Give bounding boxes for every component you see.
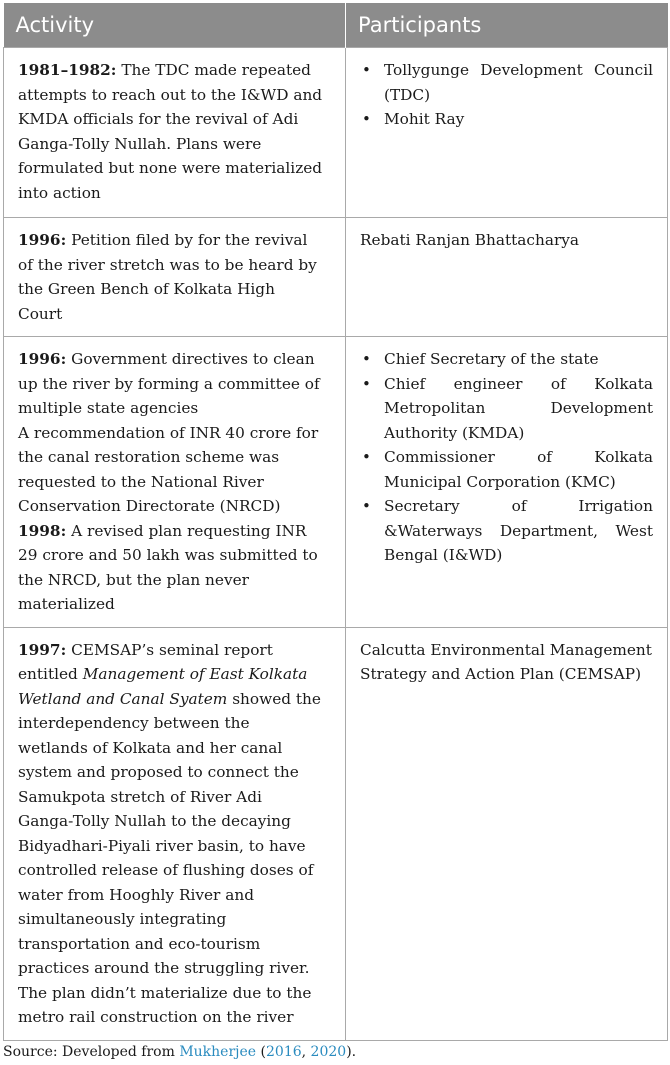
activity-year: 1996:	[18, 350, 67, 368]
table-row	[4, 337, 668, 628]
activity-paragraph	[18, 519, 325, 617]
table-row	[4, 627, 668, 1040]
bullet-icon: •	[362, 448, 371, 466]
header-participants: Participants	[346, 3, 668, 48]
activity-year: 1996:	[18, 231, 67, 249]
activity-text: CEMSAP’s seminal report entitled	[18, 640, 273, 683]
list-item: • Commissioner of Kolkata Municipal Corporation (KMC)	[360, 445, 653, 494]
author-link[interactable]: Mukherjee	[179, 1044, 257, 1060]
activity-paragraph	[18, 347, 325, 421]
source-note: Source: Developed from Mukherjee (2016, 2020).	[3, 1044, 357, 1060]
participant-name: Calcutta Environmental Management Strategy and Action Plan (CEMSAP)	[360, 640, 652, 683]
activity-cell	[4, 218, 346, 337]
bullet-icon: •	[362, 110, 371, 128]
bullet-icon: •	[362, 350, 371, 368]
participant-name: Rebati Ranjan Bhattacharya	[360, 231, 580, 249]
list-item: • Tollygunge Development Council (TDC)	[360, 58, 653, 107]
table-row	[4, 48, 668, 218]
participants-list	[360, 58, 653, 132]
bullet-icon: •	[362, 61, 371, 79]
activity-text: The TDC made repeated attempts to reach out to the I&WD and KMDA officials for the revival of Adi Ganga-Tolly Nullah. Plans were formulated but none were materialized into action	[18, 61, 323, 202]
table-row	[4, 218, 668, 337]
activity-paragraph	[18, 638, 321, 1030]
participants-cell	[346, 48, 668, 218]
activity-year: 1997:	[18, 640, 67, 659]
activity-text: showed the interdependency between the wetlands of Kolkata and her canal system and proposed to connect the Samukpota stretch of River Adi Ganga-Tolly Nullah to the decaying Bidyadhari-Piyali river basin, to have controlled release of flushing doses of water from Hooghly River and simultaneously integrating transportation and eco-tourism practices around the struggling river. The plan didn’t materialize due to the metro rail construction on the river	[18, 689, 321, 1026]
activity-paragraph	[18, 58, 325, 205]
activity-year: 1981–1982:	[18, 61, 117, 79]
year-link-2016[interactable]: 2016	[266, 1044, 302, 1060]
activity-year: 1998:	[18, 521, 67, 540]
activity-text: Government directives to clean up the river by forming a committee of multiple state agencies	[18, 350, 320, 417]
table-header-row	[4, 3, 668, 48]
activity-text: A revised plan requesting INR 29 crore and 50 lakh was submitted to the NRCD, but the plan never materialized	[18, 521, 318, 613]
bullet-icon: •	[362, 497, 371, 515]
activity-text: A recommendation of INR 40 crore for the canal restoration scheme was requested to the National River Conservation Directorate (NRCD)	[18, 423, 319, 515]
participants-cell	[346, 337, 668, 628]
report-title: Management of East Kolkata Wetland and Canal Syatem	[18, 665, 308, 708]
bullet-icon: •	[362, 374, 371, 393]
list-item: • Chief engineer of Kolkata Metropolitan Development Authority (KMDA)	[360, 372, 653, 446]
activity-table	[3, 3, 668, 1041]
list-item: • Secretary of Irrigation &Waterways Department, West Bengal (I&WD)	[360, 494, 653, 568]
header-activity: Activity	[4, 3, 346, 48]
year-link-2020[interactable]: 2020	[310, 1044, 347, 1060]
participants-cell	[346, 627, 668, 1040]
participants-cell	[346, 218, 668, 337]
activity-text: Petition filed by for the revival of the river stretch was to be heard by the Green Bench of Kolkata High Court	[18, 231, 317, 323]
activity-paragraph	[18, 228, 319, 326]
activity-paragraph	[18, 421, 325, 519]
list-item: • Mohit Ray	[360, 107, 653, 132]
activity-cell	[4, 627, 346, 1040]
list-item: • Chief Secretary of the state	[360, 347, 653, 372]
participants-list	[360, 347, 653, 568]
activity-cell	[4, 337, 346, 628]
activity-cell	[4, 48, 346, 218]
